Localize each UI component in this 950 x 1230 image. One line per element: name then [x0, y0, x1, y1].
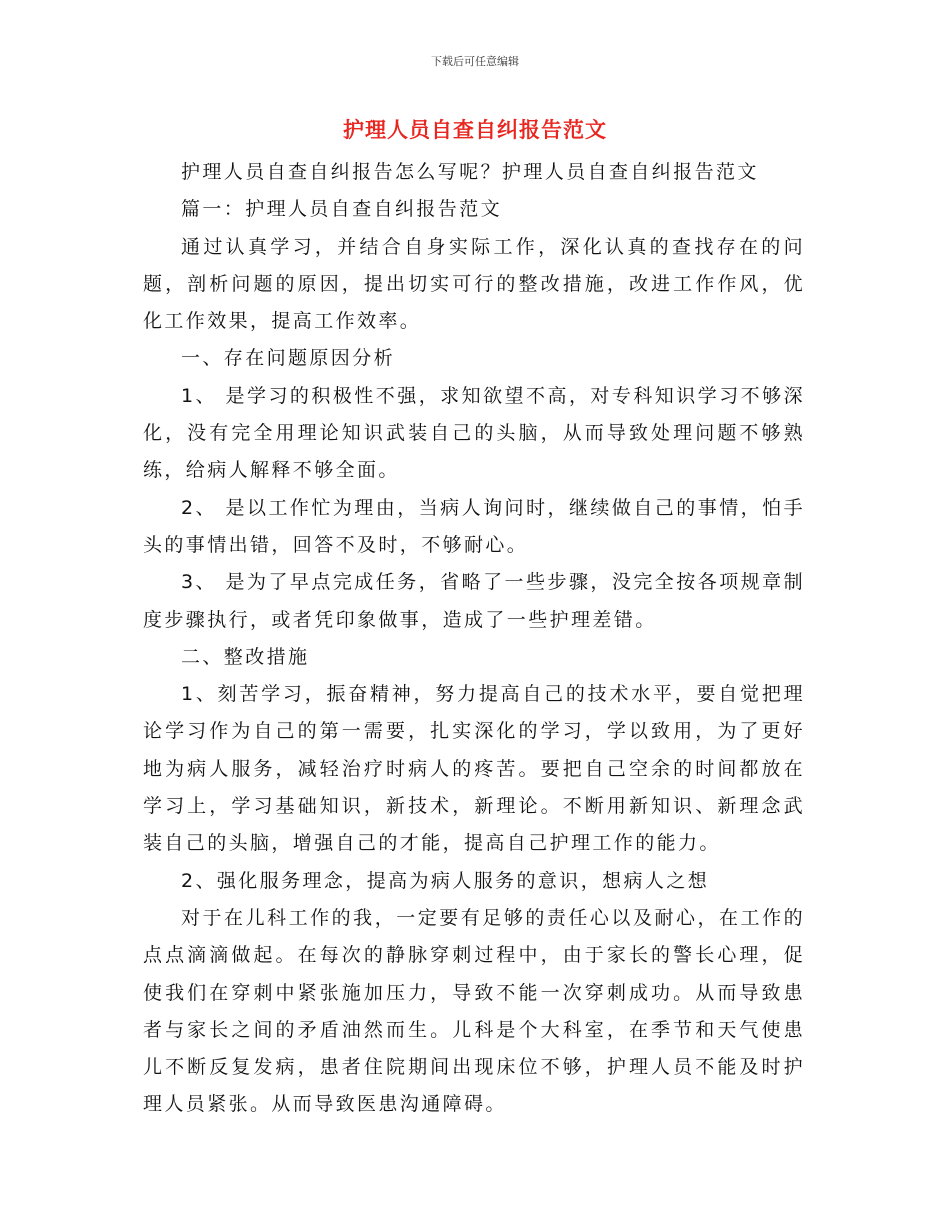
intro-paragraph: 护理人员自查自纠报告怎么写呢？护理人员自查自纠报告范文: [181, 161, 759, 183]
body-paragraph-pediatrics: 对于在儿科工作的我，一定要有足够的责任心以及耐心，在工作的点点滴滴做起。在每次的静脉穿刺过程中，由于家长的警长心理，促使我们在穿刺中紧张施加压力，导致不能一次穿刺成功。从而导致患者与家长之间的矛盾油然而生。儿科是个大科室，在季节和天气使患儿不断反复发病，患者住院期间出现床位不够，护理人员不能及时护理人员紧张。从而导致医患沟通障碍。: [143, 906, 805, 1116]
section-heading-measures: 二、整改措施: [181, 645, 310, 668]
problem-item-1: 1、 是学习的积极性不强，求知欲望不高，对专科知识学习不够深化，没有完全用理论知识武装自己的头脑，从而导致处理问题不够熟练，给病人解释不够全面。: [143, 384, 805, 482]
document-title: 护理人员自查自纠报告范文: [343, 118, 607, 142]
measure-item-1: 1、刻苦学习，振奋精神，努力提高自己的技术水平，要自觉把理论学习作为自己的第一需要，扎实深化的学习，学以致用，为了更好地为病人服务，减轻治疗时病人的疼苦。要把自己空余的时间都放在学习上，学习基础知识，新技术，新理论。不断用新知识、新理念武装自己的头脑，增强自己的才能，提高自己护理工作的能力。: [143, 683, 805, 855]
document-body: [143, 154, 805, 1124]
body-paragraph: 通过认真学习，并结合自身实际工作，深化认真的查找存在的问题，剖析问题的原因，提出切实可行的整改措施，改进工作作风，优化工作效果，提高工作效率。: [143, 235, 805, 333]
problem-item-3: 3、 是为了早点完成任务，省略了一些步骤，没完全按各项规章制度步骤执行，或者凭印象做事，造成了一些护理差错。: [143, 571, 805, 631]
problem-item-2: 2、 是以工作忙为理由，当病人询问时，继续做自己的事情，怕手头的事情出错，回答不及时，不够耐心。: [143, 496, 805, 556]
measure-item-2: 2、强化服务理念，提高为病人服务的意识，想病人之想: [181, 869, 710, 892]
section-heading-part-one: 篇一：护理人员自查自纠报告范文: [181, 198, 503, 221]
section-heading-problems: 一、存在问题原因分析: [181, 347, 396, 370]
header-note: 下载后可任意编辑: [431, 55, 519, 68]
